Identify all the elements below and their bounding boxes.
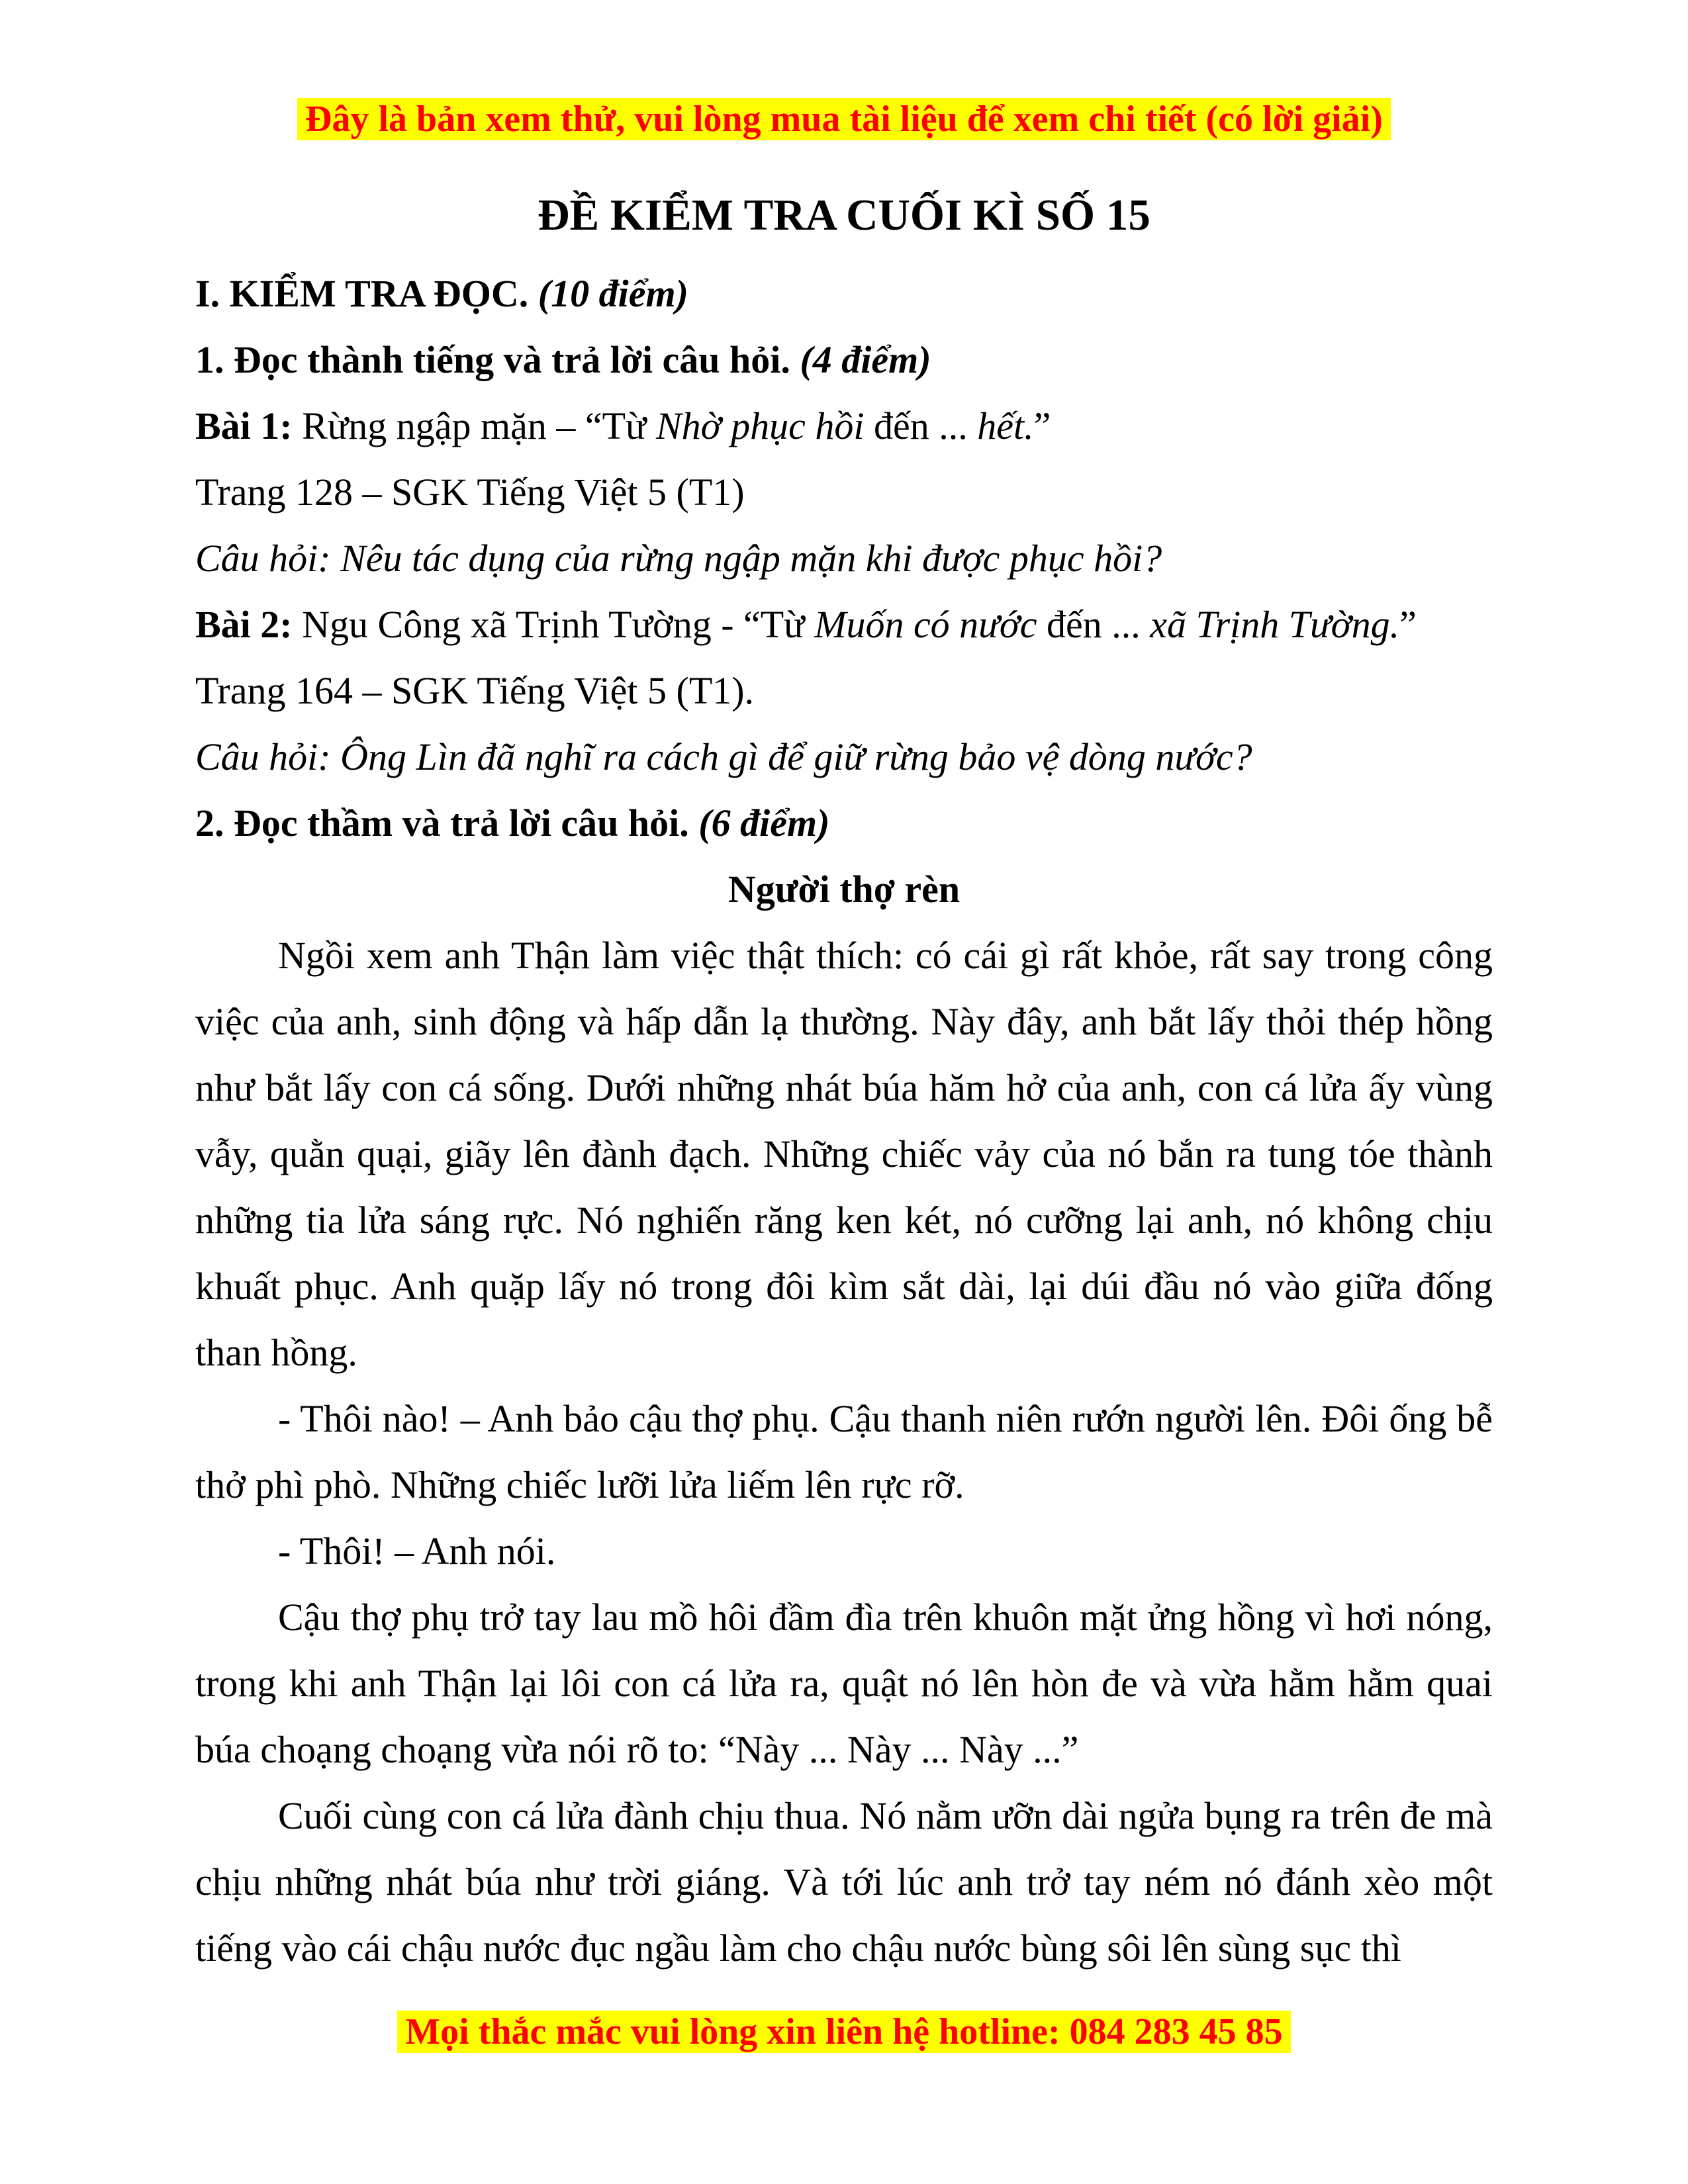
task-1-heading — [195, 327, 1493, 393]
text-segment: đến ... — [864, 404, 978, 447]
exam-content — [195, 261, 1493, 1981]
cau-hoi-1-line: Câu hỏi: Nêu tác dụng của rừng ngập mặn khi được phục hồi? — [195, 537, 1162, 580]
text-segment: ” — [1033, 404, 1051, 447]
text-segment: I. KIỂM TRA ĐỌC. — [195, 272, 538, 315]
story-paragraph-5: Cuối cùng con cá lửa đành chịu thua. Nó nằm ưỡn dài ngửa bụng ra trên đe mà chịu những nhát búa như trời giáng. Và tới lúc anh trở tay ném nó đánh xèo một tiếng vào cái chậu nước đục ngầu làm cho chậu nước bùng sôi lên sùng sục thì — [195, 1794, 1493, 1970]
text-segment: hết. — [977, 404, 1034, 447]
text-segment: Bài 2: — [195, 603, 293, 646]
text-segment: (4 điểm) — [800, 338, 931, 381]
story-title: Người thợ rèn — [727, 868, 961, 911]
text-segment: 1. Đọc thành tiếng và trả lời câu hỏi. — [195, 338, 800, 381]
preview-notice-banner: Đây là bản xem thử, vui lòng mua tài liệu để xem chi tiết (có lời giải) — [297, 98, 1391, 140]
story-paragraph-1: Ngồi xem anh Thận làm việc thật thích: có cái gì rất khỏe, rất say trong công việc của anh, sinh động và hấp dẫn lạ thường. Này đây, anh bắt lấy thỏi thép hồng như bắt lấy con cá sống. Dưới những nhát búa hăm hở của anh, con cá lửa ấy vùng vẫy, quằn quại, giãy lên đành đạch. Những chiếc vảy của nó bắn ra tung tóe thành những tia lửa sáng rực. Nó nghiến răng ken két, nó cưỡng lại anh, nó không chịu khuất phục. Anh quặp lấy nó trong đôi kìm sắt dài, lại dúi đầu nó vào giữa đống than hồng. — [195, 934, 1493, 1374]
task-2-heading — [195, 790, 1493, 856]
text-segment: Ngu Công xã Trịnh Tường - “Từ — [292, 603, 815, 646]
page-title: ĐỀ KIỂM TRA CUỐI KÌ SỐ 15 — [538, 191, 1150, 240]
cau-hoi-2-line: Câu hỏi: Ông Lìn đã nghĩ ra cách gì để giữ rừng bảo vệ dòng nước? — [195, 735, 1252, 778]
bai-2-line — [195, 592, 1493, 658]
bai-1-line — [195, 393, 1493, 459]
text-segment: xã Trịnh Tường. — [1150, 603, 1400, 646]
text-segment: ” — [1399, 603, 1417, 646]
story-paragraph-2: - Thôi nào! – Anh bảo cậu thợ phụ. Cậu thanh niên rướn người lên. Đôi ống bễ thở phì phò. Những chiếc lưỡi lửa liếm lên rực rỡ. — [195, 1397, 1493, 1506]
trang-128-line: Trang 128 – SGK Tiếng Việt 5 (T1) — [195, 471, 745, 514]
text-segment: (6 điểm) — [698, 801, 830, 844]
trang-164-line: Trang 164 – SGK Tiếng Việt 5 (T1). — [195, 669, 755, 712]
story-paragraph-3: - Thôi! – Anh nói. — [278, 1529, 556, 1572]
text-segment: Muốn có nước — [814, 603, 1037, 646]
section-1-heading — [195, 261, 1493, 327]
text-segment: 2. Đọc thầm và trả lời câu hỏi. — [195, 801, 699, 844]
text-segment: (10 điểm) — [538, 272, 688, 315]
text-segment: Nhờ phục hồi — [655, 404, 865, 447]
story-paragraph-4: Cậu thợ phụ trở tay lau mồ hôi đầm đìa trên khuôn mặt ửng hồng vì hơi nóng, trong khi anh Thận lại lôi con cá lửa ra, quật nó lên hòn đe và vừa hằm hằm quai búa choạng choạng vừa nói rõ to: “Này ... Này ... Này ...” — [195, 1596, 1493, 1771]
text-segment: Bài 1: — [195, 404, 293, 447]
text-segment: Rừng ngập mặn – “Từ — [292, 404, 656, 447]
text-segment: đến ... — [1037, 603, 1150, 646]
hotline-banner: Mọi thắc mắc vui lòng xin liên hệ hotline: 084 283 45 85 — [397, 2011, 1290, 2053]
